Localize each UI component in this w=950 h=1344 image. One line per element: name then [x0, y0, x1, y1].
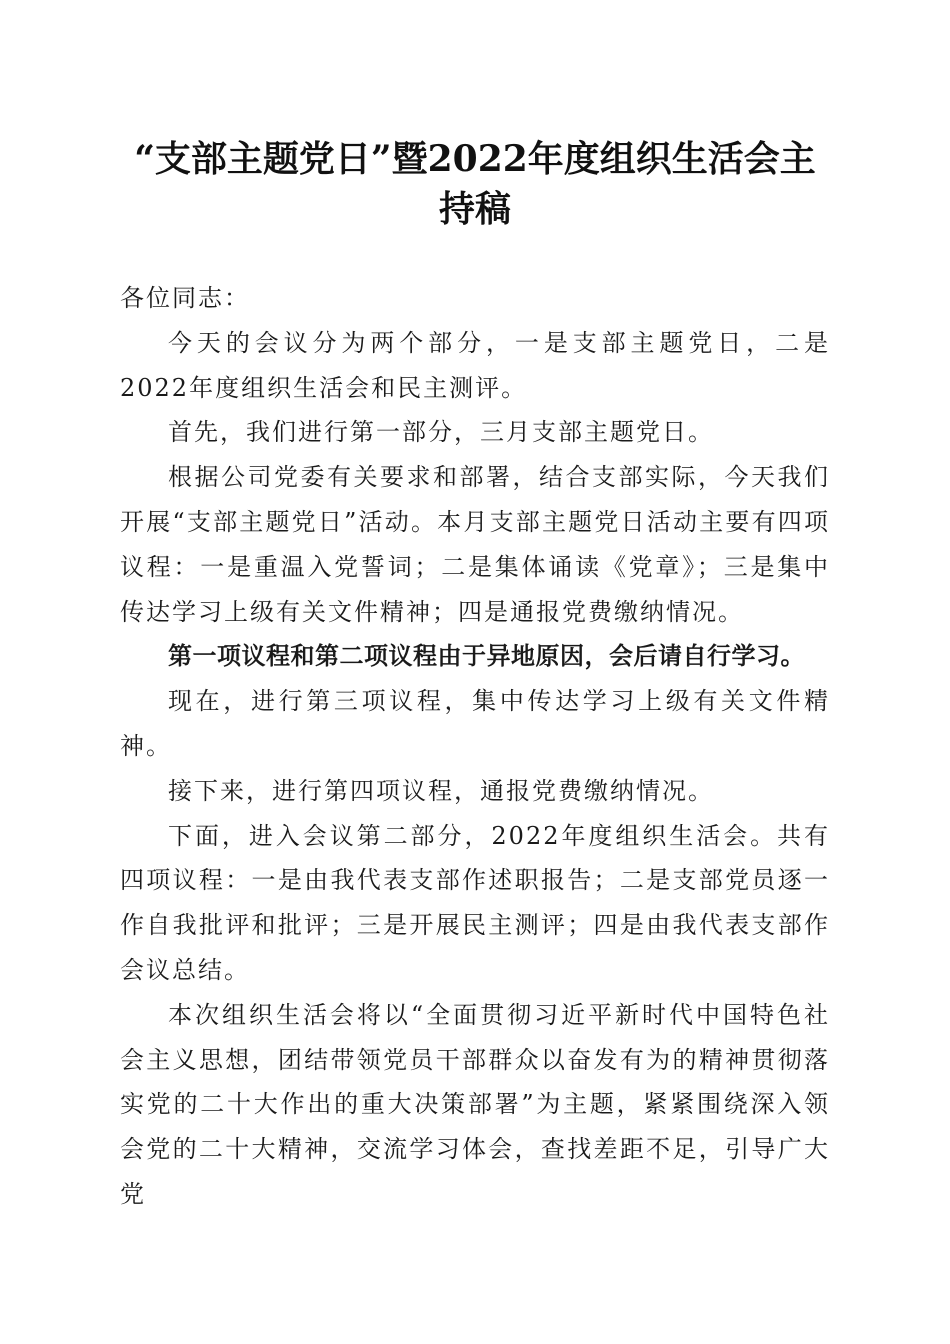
paragraph-part-two-intro: 下面，进入会议第二部分，2022年度组织生活会。共有四项议程：一是由我代表支部作述职报告；二是支部党员逐一作自我批评和批评；三是开展民主测评；四是由我代表支部作会议总结。 — [120, 821, 830, 984]
document-title: “支部主题党日”暨2022年度组织生活会主持稿 — [134, 138, 816, 230]
paragraph-meeting-overview: 今天的会议分为两个部分，一是支部主题党日，二是2022年度组织生活会和民主测评。 — [120, 328, 830, 402]
paragraph-part-one-intro: 首先，我们进行第一部分，三月支部主题党日。 — [168, 418, 714, 447]
paragraph-agenda-item-four: 接下来，进行第四项议程，通报党费缴纳情况。 — [168, 776, 714, 805]
salutation: 各位同志： — [120, 284, 250, 312]
paragraph-agenda-item-three: 现在，进行第三项议程，集中传达学习上级有关文件精神。 — [120, 687, 830, 760]
paragraph-agenda-part-one: 根据公司党委有关要求和部署，结合支部实际，今天我们开展“支部主题党日”活动。本月支部主题党日活动主要有四项议程：一是重温入党誓词；二是集体诵读《党章》；三是集中传达学习上级有关文件精神；四是通报党费缴纳情况。 — [120, 463, 830, 626]
paragraph-meeting-theme: 本次组织生活会将以“全面贯彻习近平新时代中国特色社会主义思想，团结带领党员干部群众以奋发有为的精神贯彻落实党的二十大作出的重大决策部署”为主题，紧紧围绕深入领会党的二十大精神，交流学习体会，查找差距不足，引导广大党 — [120, 1000, 830, 1208]
document-body — [120, 276, 830, 1217]
paragraph-self-study-note: 第一项议程和第二项议程由于异地原因，会后请自行学习。 — [168, 641, 805, 671]
